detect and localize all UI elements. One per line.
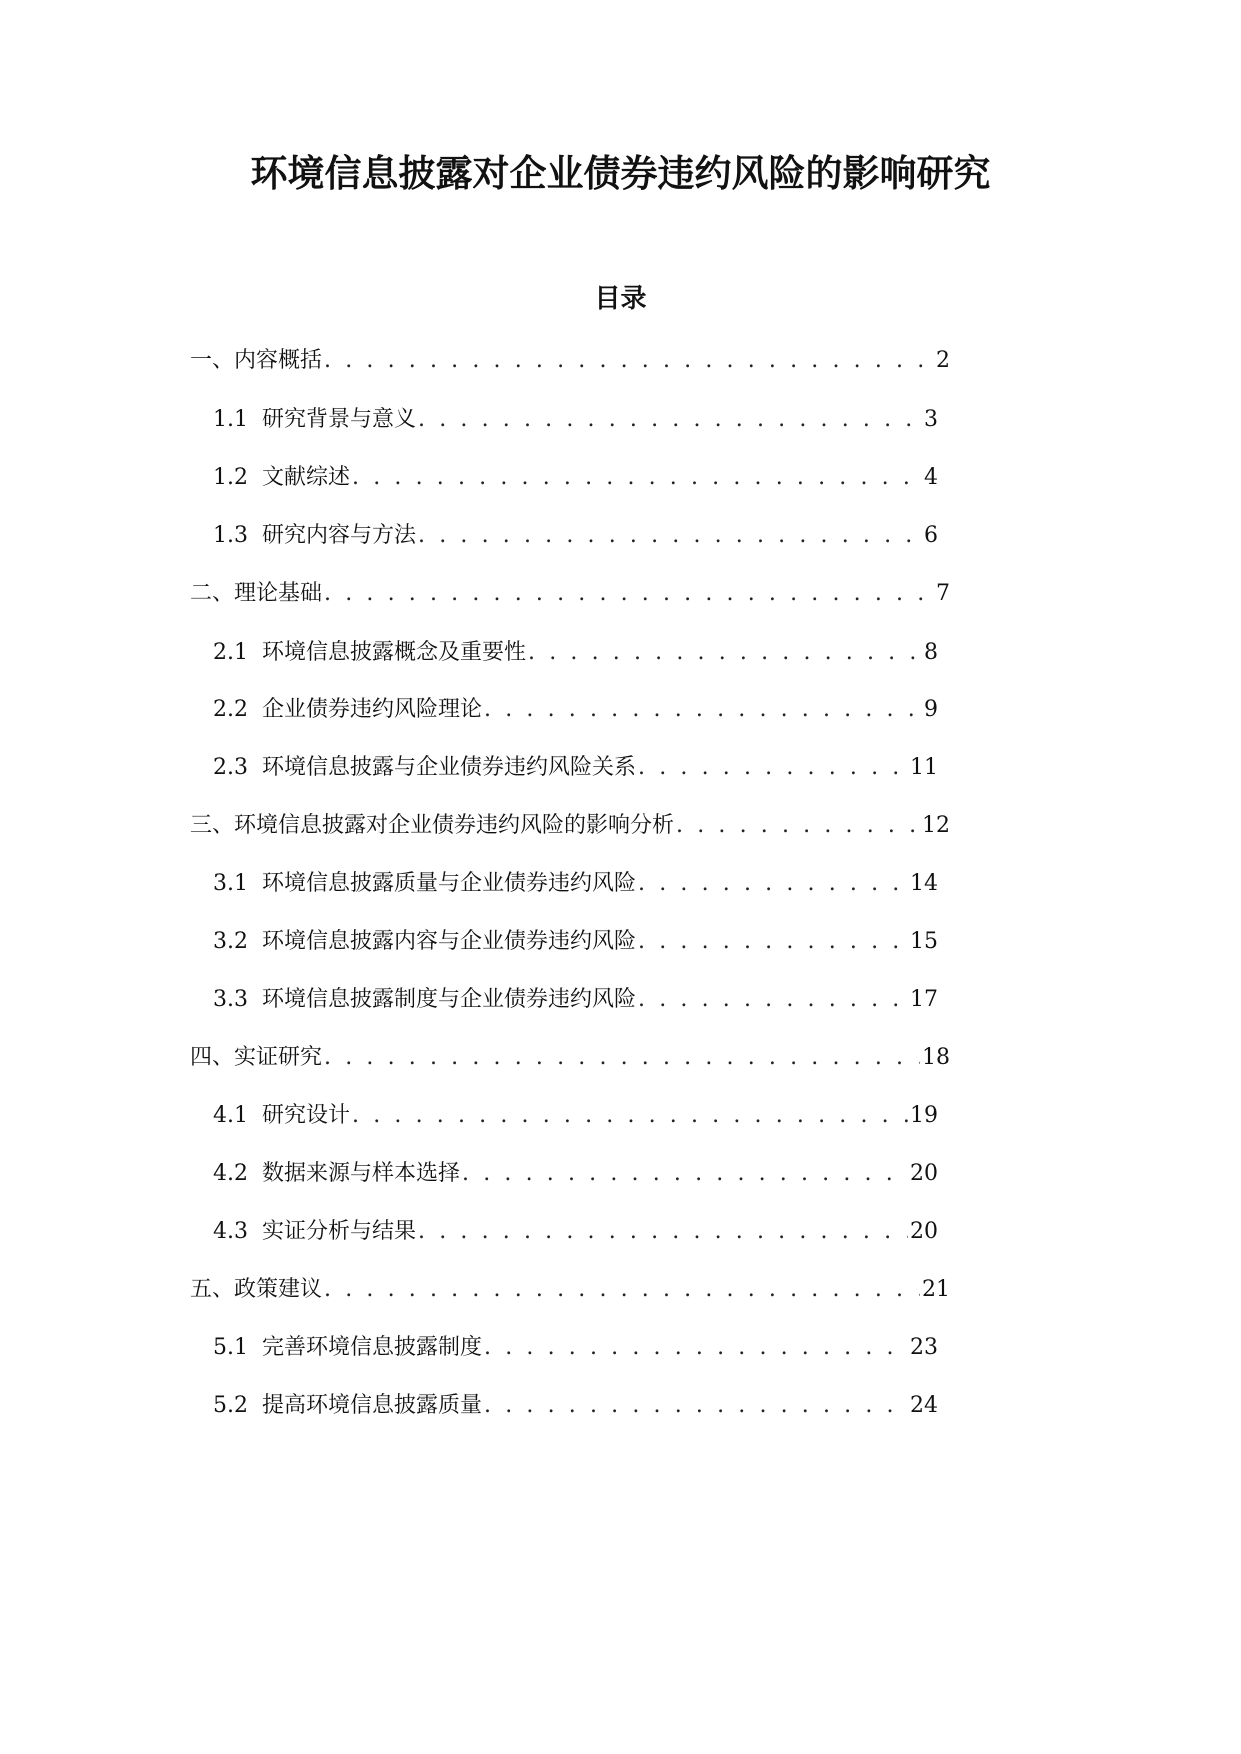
toc-entry-label xyxy=(213,1330,482,1366)
toc-entry-label xyxy=(213,402,416,438)
toc-entry-title: 环境信息披露与企业债券违约风险关系 xyxy=(262,755,637,780)
toc-entry-number: 1.2 xyxy=(213,465,248,490)
toc-page-number: 4 xyxy=(924,465,938,490)
toc-entry-title: 环境信息披露概念及重要性 xyxy=(262,640,527,665)
toc-entry-label xyxy=(213,518,416,554)
toc-page-number: 17 xyxy=(910,987,938,1012)
toc-entry-title: 完善环境信息披露制度 xyxy=(262,1335,483,1360)
toc-entry-title: 环境信息披露质量与企业债券违约风险 xyxy=(262,871,637,896)
toc-entry-subsection-2-2[interactable] xyxy=(213,692,938,728)
toc-entry-number: 3.3 xyxy=(213,987,248,1012)
toc-entry-label: 三、环境信息披露对企业债券违约风险的影响分析 xyxy=(190,813,675,838)
toc-dot-leader xyxy=(484,692,922,728)
toc-page-number: 14 xyxy=(910,871,938,896)
toc-dot-leader xyxy=(484,1388,908,1424)
toc-entry-number: 2.1 xyxy=(213,640,248,665)
toc-dot-leader xyxy=(418,518,922,554)
toc-entry-section-4[interactable] xyxy=(190,1040,950,1076)
toc-entry-subsection-3-2[interactable] xyxy=(213,924,938,960)
document-title: 环境信息披露对企业债券违约风险的影响研究 xyxy=(250,151,991,195)
toc-entry-section-1[interactable] xyxy=(190,343,950,379)
toc-entry-subsection-3-1[interactable] xyxy=(213,866,938,902)
toc-entry-label xyxy=(213,1214,416,1250)
toc-entry-label xyxy=(213,635,526,671)
toc-entry-label xyxy=(213,924,636,960)
toc-page-number: 23 xyxy=(910,1335,938,1360)
toc-dot-leader xyxy=(638,866,908,902)
toc-entry-title: 文献综述 xyxy=(262,465,351,490)
toc-page-number: 7 xyxy=(936,581,950,606)
toc-entry-label xyxy=(213,750,636,786)
toc-dot-leader xyxy=(324,343,934,379)
toc-entry-number: 4.2 xyxy=(213,1161,248,1186)
toc-entry-title: 环境信息披露制度与企业债券违约风险 xyxy=(262,987,637,1012)
toc-page-number: 21 xyxy=(922,1277,950,1302)
toc-dot-leader xyxy=(462,1156,908,1192)
toc-entry-title: 数据来源与样本选择 xyxy=(262,1161,461,1186)
toc-entry-subsection-4-3[interactable] xyxy=(213,1214,938,1250)
toc-entry-label: 五、政策建议 xyxy=(190,1277,323,1302)
toc-page-number: 24 xyxy=(910,1393,938,1418)
toc-dot-leader xyxy=(418,1214,908,1250)
toc-entry-number: 5.2 xyxy=(213,1393,248,1418)
toc-entry-number: 1.3 xyxy=(213,523,248,548)
toc-entry-title: 研究内容与方法 xyxy=(262,523,417,548)
toc-entry-number: 4.1 xyxy=(213,1103,248,1128)
toc-entry-section-5[interactable] xyxy=(190,1272,950,1308)
toc-page-number: 20 xyxy=(910,1161,938,1186)
toc-entry-number: 5.1 xyxy=(213,1335,248,1360)
toc-entry-number: 4.3 xyxy=(213,1219,248,1244)
toc-entry-subsection-4-2[interactable] xyxy=(213,1156,938,1192)
toc-entry-title: 实证分析与结果 xyxy=(262,1219,417,1244)
toc-entry-label: 一、内容概括 xyxy=(190,348,323,373)
toc-entry-number: 2.3 xyxy=(213,755,248,780)
toc-entry-number: 2.2 xyxy=(213,697,248,722)
toc-entry-number: 3.2 xyxy=(213,929,248,954)
toc-page-number: 11 xyxy=(910,755,938,780)
toc-dot-leader xyxy=(352,1098,908,1134)
toc-page-number: 2 xyxy=(936,348,950,373)
toc-entry-title: 研究设计 xyxy=(262,1103,351,1128)
toc-page-number: 15 xyxy=(910,929,938,954)
toc-entry-title: 环境信息披露内容与企业债券违约风险 xyxy=(262,929,637,954)
toc-dot-leader xyxy=(324,1272,920,1308)
toc-entry-subsection-3-3[interactable] xyxy=(213,982,938,1018)
toc-dot-leader xyxy=(352,460,922,496)
toc-entry-label xyxy=(213,1098,350,1134)
toc-entry-label xyxy=(213,866,636,902)
toc-page-number: 6 xyxy=(924,523,938,548)
toc-entry-title: 提高环境信息披露质量 xyxy=(262,1393,483,1418)
toc-entry-label xyxy=(213,982,636,1018)
toc-entry-section-2[interactable] xyxy=(190,576,950,612)
toc-entry-subsection-1-3[interactable] xyxy=(213,518,938,554)
toc-dot-leader xyxy=(638,924,908,960)
toc-heading: 目录 xyxy=(594,284,647,314)
toc-entry-label xyxy=(213,1156,460,1192)
toc-entry-subsection-1-2[interactable] xyxy=(213,460,938,496)
toc-dot-leader xyxy=(484,1330,908,1366)
toc-entry-title: 企业债券违约风险理论 xyxy=(262,697,483,722)
toc-page-number: 20 xyxy=(910,1219,938,1244)
toc-entry-label: 四、实证研究 xyxy=(190,1045,323,1070)
toc-dot-leader xyxy=(638,750,908,786)
toc-entry-label: 二、理论基础 xyxy=(190,581,323,606)
toc-page-number: 8 xyxy=(924,640,938,665)
toc-dot-leader xyxy=(638,982,908,1018)
toc-page-number: 18 xyxy=(922,1045,950,1070)
toc-entry-subsection-2-1[interactable] xyxy=(213,635,938,671)
toc-entry-subsection-5-1[interactable] xyxy=(213,1330,938,1366)
toc-dot-leader xyxy=(324,1040,920,1076)
toc-entry-title: 研究背景与意义 xyxy=(262,407,417,432)
toc-entry-label xyxy=(213,460,350,496)
toc-entry-section-3[interactable] xyxy=(190,808,950,844)
toc-entry-number: 1.1 xyxy=(213,407,248,432)
toc-entry-number: 3.1 xyxy=(213,871,248,896)
toc-dot-leader xyxy=(528,635,922,671)
toc-page-number: 9 xyxy=(924,697,938,722)
toc-page-number: 12 xyxy=(922,813,950,838)
toc-entry-label xyxy=(213,692,482,728)
toc-page-number: 3 xyxy=(924,407,938,432)
toc-dot-leader xyxy=(418,402,922,438)
toc-entry-subsection-2-3[interactable] xyxy=(213,750,938,786)
toc-entry-subsection-5-2[interactable] xyxy=(213,1388,938,1424)
toc-entry-label xyxy=(213,1388,482,1424)
toc-dot-leader xyxy=(676,808,920,844)
toc-dot-leader xyxy=(324,576,934,612)
toc-page-number: 19 xyxy=(910,1103,938,1128)
toc-entry-subsection-1-1[interactable] xyxy=(213,402,938,438)
toc-entry-subsection-4-1[interactable] xyxy=(213,1098,938,1134)
